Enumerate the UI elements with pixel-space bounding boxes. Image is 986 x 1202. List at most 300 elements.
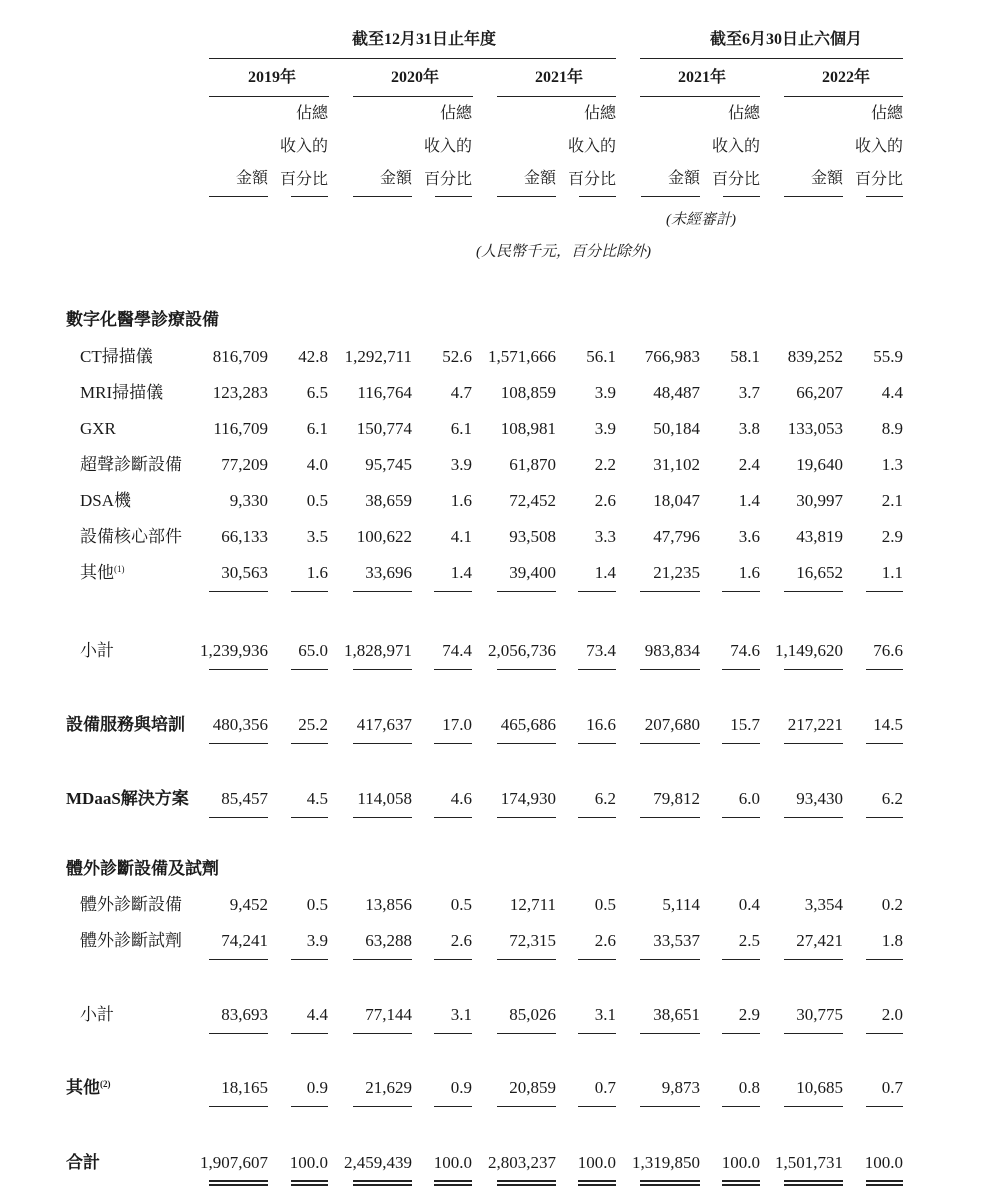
double-underline — [640, 1180, 700, 1186]
section-digital-equipment: 數字化醫學診療設備 — [66, 310, 219, 329]
row-label — [80, 896, 182, 913]
amount-cell: 18,047 — [653, 491, 700, 510]
amount-cell: 465,686 — [500, 715, 556, 734]
percent-cell: 1.6 — [306, 563, 328, 582]
pct-col-header-line: 佔總 — [727, 105, 760, 122]
amount-cell: 123,283 — [212, 383, 268, 402]
amount-cell: 39,400 — [509, 563, 556, 582]
amount-col-header: 金額 — [523, 170, 556, 187]
amount-cell: 100,622 — [356, 527, 412, 546]
underline — [291, 1106, 328, 1107]
underline — [866, 1106, 903, 1107]
amount-cell: 9,330 — [229, 491, 268, 510]
double-underline — [209, 1180, 268, 1186]
row-label-text: 體外診斷設備 — [80, 895, 182, 914]
percent-cell: 6.2 — [594, 789, 616, 808]
amount-cell: 1,907,607 — [200, 1153, 268, 1172]
underline — [866, 669, 903, 670]
row-label — [80, 492, 131, 509]
percent-cell: 1.4 — [450, 563, 472, 582]
percent-cell: 74.4 — [442, 641, 472, 660]
amount-cell: 480,356 — [212, 715, 268, 734]
pct-col-header-line: 佔總 — [583, 105, 616, 122]
percent-cell: 4.1 — [450, 527, 472, 546]
amount-cell: 2,056,736 — [488, 641, 556, 660]
percent-cell: 0.7 — [881, 1078, 903, 1097]
percent-cell: 0.9 — [450, 1078, 472, 1097]
amount-cell: 9,873 — [661, 1078, 700, 1097]
underline — [497, 591, 556, 592]
percent-cell: 3.9 — [594, 419, 616, 438]
percent-cell: 3.7 — [738, 383, 760, 402]
amount-cell: 47,796 — [653, 527, 700, 546]
amount-cell: 13,856 — [365, 895, 412, 914]
percent-cell: 6.2 — [881, 789, 903, 808]
double-underline — [578, 1180, 616, 1186]
percent-cell: 2.5 — [738, 931, 760, 950]
underline — [497, 669, 556, 670]
percent-cell: 0.4 — [738, 895, 760, 914]
amount-cell: 66,207 — [796, 383, 843, 402]
row-label-text: 體外診斷試劑 — [80, 931, 182, 950]
underline — [353, 743, 412, 744]
pct-col-header-line: 收入的 — [567, 138, 616, 155]
percent-cell: 55.9 — [873, 347, 903, 366]
year-rule-2022-half — [784, 96, 903, 97]
percent-cell: 0.9 — [306, 1078, 328, 1097]
unit-note: (人民幣千元，百分比除外) — [476, 244, 651, 260]
amount-cell: 217,221 — [787, 715, 843, 734]
percent-cell: 73.4 — [586, 641, 616, 660]
underline — [209, 959, 268, 960]
underline — [722, 1033, 760, 1034]
subheader-rule — [353, 196, 412, 197]
percent-cell: 3.6 — [738, 527, 760, 546]
percent-cell: 1.3 — [881, 455, 903, 474]
percent-cell: 0.5 — [306, 491, 328, 510]
underline — [353, 1033, 412, 1034]
row-label — [80, 642, 114, 659]
percent-cell: 1.1 — [881, 563, 903, 582]
percent-cell: 0.7 — [594, 1078, 616, 1097]
pct-col-header-line: 收入的 — [854, 138, 903, 155]
amount-cell: 150,774 — [356, 419, 412, 438]
subheader-rule — [723, 196, 760, 197]
underline — [497, 1106, 556, 1107]
underline — [578, 817, 616, 818]
percent-cell: 100.0 — [433, 1153, 472, 1172]
period-annual-header: 截至12月31日止年度 — [352, 31, 497, 48]
underline — [578, 743, 616, 744]
year-rule-2021-half — [640, 96, 760, 97]
percent-cell: 0.5 — [306, 895, 328, 914]
percent-cell: 100.0 — [577, 1153, 616, 1172]
double-underline — [291, 1180, 328, 1186]
percent-cell: 17.0 — [442, 715, 472, 734]
underline — [578, 959, 616, 960]
underline — [353, 817, 412, 818]
underline — [434, 817, 472, 818]
amount-cell: 1,319,850 — [632, 1153, 700, 1172]
section-other-label: 其他 — [66, 1078, 100, 1097]
underline — [497, 1033, 556, 1034]
pct-col-header-line: 收入的 — [279, 138, 328, 155]
percent-cell: 1.4 — [738, 491, 760, 510]
percent-cell: 56.1 — [586, 347, 616, 366]
percent-cell: 0.8 — [738, 1078, 760, 1097]
row-label-text: 超聲診斷設備 — [80, 455, 182, 474]
underline — [434, 1033, 472, 1034]
pct-col-header-line: 百分比 — [711, 171, 760, 188]
header-rule-half — [640, 58, 903, 59]
underline — [353, 959, 412, 960]
percent-cell: 2.2 — [594, 455, 616, 474]
percent-cell: 3.8 — [738, 419, 760, 438]
percent-cell: 76.6 — [873, 641, 903, 660]
row-label — [80, 564, 125, 581]
underline — [434, 591, 472, 592]
percent-cell: 6.5 — [306, 383, 328, 402]
amount-col-header: 金額 — [667, 170, 700, 187]
underline — [866, 817, 903, 818]
percent-cell: 3.9 — [450, 455, 472, 474]
amount-cell: 43,819 — [796, 527, 843, 546]
amount-cell: 417,637 — [356, 715, 412, 734]
percent-cell: 0.2 — [881, 895, 903, 914]
percent-cell: 4.4 — [306, 1005, 328, 1024]
underline — [497, 817, 556, 818]
amount-cell: 3,354 — [804, 895, 843, 914]
percent-cell: 4.5 — [306, 789, 328, 808]
amount-cell: 33,537 — [653, 931, 700, 950]
underline — [497, 959, 556, 960]
amount-cell: 816,709 — [212, 347, 268, 366]
amount-cell: 72,452 — [509, 491, 556, 510]
amount-cell: 50,184 — [653, 419, 700, 438]
amount-cell: 1,149,620 — [775, 641, 843, 660]
amount-cell: 72,315 — [509, 931, 556, 950]
amount-cell: 9,452 — [229, 895, 268, 914]
double-underline — [866, 1180, 903, 1186]
amount-cell: 21,235 — [653, 563, 700, 582]
row-label-text: 其他 — [80, 563, 114, 582]
amount-cell: 20,859 — [509, 1078, 556, 1097]
underline — [578, 1033, 616, 1034]
percent-cell: 25.2 — [298, 715, 328, 734]
underline — [640, 743, 700, 744]
year-rule-2019 — [209, 96, 329, 97]
underline — [640, 669, 700, 670]
row-label-text: 小計 — [80, 1005, 114, 1024]
underline — [866, 959, 903, 960]
amount-cell: 5,114 — [662, 895, 700, 914]
row-label-text: CT掃描儀 — [80, 347, 153, 366]
amount-cell: 2,803,237 — [488, 1153, 556, 1172]
underline — [640, 959, 700, 960]
underline — [209, 1106, 268, 1107]
row-label-text: DSA機 — [80, 491, 132, 510]
underline — [784, 1106, 843, 1107]
percent-cell: 2.6 — [450, 931, 472, 950]
amount-cell: 108,859 — [500, 383, 556, 402]
amount-cell: 1,239,936 — [200, 641, 268, 660]
underline — [784, 669, 843, 670]
period-half-header: 截至6月30日止六個月 — [710, 31, 863, 48]
underline — [291, 669, 328, 670]
percent-cell: 14.5 — [873, 715, 903, 734]
amount-cell: 48,487 — [653, 383, 700, 402]
pct-col-header-line: 百分比 — [279, 171, 328, 188]
amount-cell: 74,241 — [221, 931, 268, 950]
percent-cell: 1.8 — [881, 931, 903, 950]
row-label-text: MRI掃描儀 — [80, 383, 164, 402]
percent-cell: 1.6 — [450, 491, 472, 510]
percent-cell: 4.6 — [450, 789, 472, 808]
percent-cell: 3.9 — [594, 383, 616, 402]
double-underline — [497, 1180, 556, 1186]
amount-col-header: 金額 — [235, 170, 268, 187]
underline — [291, 591, 328, 592]
underline — [291, 1033, 328, 1034]
row-label — [80, 348, 153, 365]
amount-cell: 1,571,666 — [488, 347, 556, 366]
percent-cell: 100.0 — [721, 1153, 760, 1172]
footnote-marker: (1) — [114, 564, 125, 574]
percent-cell: 4.0 — [306, 455, 328, 474]
underline — [291, 743, 328, 744]
amount-cell: 79,812 — [653, 789, 700, 808]
percent-cell: 4.4 — [881, 383, 903, 402]
amount-cell: 77,209 — [221, 455, 268, 474]
amount-cell: 83,693 — [221, 1005, 268, 1024]
amount-cell: 33,696 — [365, 563, 412, 582]
header-rule-annual — [209, 58, 616, 59]
double-underline — [784, 1180, 843, 1186]
underline — [866, 1033, 903, 1034]
amount-cell: 95,745 — [365, 455, 412, 474]
double-underline — [353, 1180, 412, 1186]
amount-cell: 85,457 — [221, 789, 268, 808]
amount-cell: 2,459,439 — [344, 1153, 412, 1172]
double-underline — [722, 1180, 760, 1186]
percent-cell: 8.9 — [881, 419, 903, 438]
row-label-text: GXR — [80, 419, 116, 438]
percent-cell: 15.7 — [730, 715, 760, 734]
underline — [209, 743, 268, 744]
pct-col-header-line: 佔總 — [439, 105, 472, 122]
year-2021-half: 2021年 — [678, 69, 727, 86]
amount-cell: 19,640 — [796, 455, 843, 474]
amount-cell: 31,102 — [653, 455, 700, 474]
amount-cell: 77,144 — [365, 1005, 412, 1024]
section-mdaas: MDaaS解決方案 — [66, 789, 189, 808]
underline — [434, 959, 472, 960]
underline — [784, 959, 843, 960]
percent-cell: 2.0 — [881, 1005, 903, 1024]
row-label — [80, 384, 163, 401]
row-label-text: 設備核心部件 — [80, 527, 182, 546]
underline — [434, 743, 472, 744]
percent-cell: 3.3 — [594, 527, 616, 546]
year-2021: 2021年 — [535, 69, 584, 86]
underline — [784, 591, 843, 592]
percent-cell: 3.1 — [594, 1005, 616, 1024]
amount-cell: 16,652 — [796, 563, 843, 582]
subheader-rule — [209, 196, 268, 197]
section-total: 合計 — [66, 1153, 100, 1172]
amount-cell: 10,685 — [796, 1078, 843, 1097]
underline — [209, 817, 268, 818]
underline — [434, 669, 472, 670]
underline — [722, 591, 760, 592]
subheader-rule — [784, 196, 843, 197]
percent-cell: 1.4 — [594, 563, 616, 582]
amount-col-header: 金額 — [810, 170, 843, 187]
amount-cell: 38,651 — [653, 1005, 700, 1024]
percent-cell: 2.9 — [738, 1005, 760, 1024]
underline — [434, 1106, 472, 1107]
year-2020: 2020年 — [391, 69, 440, 86]
underline — [578, 669, 616, 670]
underline — [578, 1106, 616, 1107]
underline — [578, 591, 616, 592]
underline — [640, 1106, 700, 1107]
amount-cell: 61,870 — [509, 455, 556, 474]
percent-cell: 2.6 — [594, 931, 616, 950]
amount-cell: 116,764 — [357, 383, 412, 402]
amount-cell: 66,133 — [221, 527, 268, 546]
amount-cell: 93,508 — [509, 527, 556, 546]
subheader-rule — [497, 196, 556, 197]
amount-col-header: 金額 — [379, 170, 412, 187]
percent-cell: 42.8 — [298, 347, 328, 366]
amount-cell: 12,711 — [509, 895, 556, 914]
percent-cell: 2.4 — [738, 455, 760, 474]
amount-cell: 63,288 — [365, 931, 412, 950]
year-rule-2021 — [497, 96, 616, 97]
underline — [722, 743, 760, 744]
year-rule-2020 — [353, 96, 473, 97]
subheader-rule — [866, 196, 903, 197]
section-other — [66, 1079, 111, 1096]
percent-cell: 52.6 — [442, 347, 472, 366]
year-2019: 2019年 — [248, 69, 297, 86]
underline — [209, 591, 268, 592]
percent-cell: 0.5 — [594, 895, 616, 914]
row-label — [80, 932, 182, 949]
percent-cell: 58.1 — [730, 347, 760, 366]
underline — [209, 669, 268, 670]
row-label — [80, 1006, 114, 1023]
percent-cell: 6.0 — [738, 789, 760, 808]
underline — [291, 959, 328, 960]
pct-col-header-line: 佔總 — [870, 105, 903, 122]
amount-cell: 27,421 — [796, 931, 843, 950]
amount-cell: 983,834 — [644, 641, 700, 660]
section-ivd: 體外診斷設備及試劑 — [66, 859, 219, 878]
pct-col-header-line: 百分比 — [854, 171, 903, 188]
amount-cell: 30,563 — [221, 563, 268, 582]
amount-cell: 18,165 — [221, 1078, 268, 1097]
subheader-rule — [641, 196, 700, 197]
percent-cell: 2.1 — [881, 491, 903, 510]
underline — [640, 817, 700, 818]
amount-cell: 174,930 — [500, 789, 556, 808]
underline — [353, 591, 412, 592]
subheader-rule — [579, 196, 616, 197]
amount-cell: 766,983 — [644, 347, 700, 366]
percent-cell: 3.1 — [450, 1005, 472, 1024]
percent-cell: 100.0 — [289, 1153, 328, 1172]
unaudited-note: (未經審計) — [666, 212, 736, 228]
pct-col-header-line: 收入的 — [423, 138, 472, 155]
amount-cell: 133,053 — [787, 419, 843, 438]
amount-cell: 1,292,711 — [344, 347, 412, 366]
amount-cell: 93,430 — [796, 789, 843, 808]
underline — [209, 1033, 268, 1034]
underline — [640, 591, 700, 592]
double-underline — [434, 1180, 472, 1186]
percent-cell: 3.9 — [306, 931, 328, 950]
amount-cell: 207,680 — [644, 715, 700, 734]
percent-cell: 6.1 — [450, 419, 472, 438]
section-equipment-service: 設備服務與培訓 — [66, 715, 185, 734]
underline — [722, 817, 760, 818]
underline — [866, 743, 903, 744]
percent-cell: 1.6 — [738, 563, 760, 582]
row-label — [80, 420, 116, 437]
amount-cell: 30,997 — [796, 491, 843, 510]
subheader-rule — [291, 196, 328, 197]
underline — [353, 1106, 412, 1107]
amount-cell: 1,828,971 — [344, 641, 412, 660]
percent-cell: 0.5 — [450, 895, 472, 914]
underline — [722, 1106, 760, 1107]
percent-cell: 16.6 — [586, 715, 616, 734]
underline — [784, 743, 843, 744]
percent-cell: 2.9 — [881, 527, 903, 546]
pct-col-header-line: 收入的 — [711, 138, 760, 155]
row-label — [80, 456, 182, 473]
pct-col-header-line: 百分比 — [423, 171, 472, 188]
pct-col-header-line: 百分比 — [567, 171, 616, 188]
percent-cell: 100.0 — [864, 1153, 903, 1172]
amount-cell: 116,709 — [213, 419, 268, 438]
row-label-text: 小計 — [80, 641, 114, 660]
underline — [353, 669, 412, 670]
amount-cell: 85,026 — [509, 1005, 556, 1024]
amount-cell: 30,775 — [796, 1005, 843, 1024]
underline — [784, 1033, 843, 1034]
underline — [722, 959, 760, 960]
amount-cell: 1,501,731 — [775, 1153, 843, 1172]
subheader-rule — [435, 196, 472, 197]
underline — [722, 669, 760, 670]
underline — [866, 591, 903, 592]
percent-cell: 74.6 — [730, 641, 760, 660]
pct-col-header-line: 佔總 — [295, 105, 328, 122]
footnote-marker: (2) — [100, 1079, 111, 1089]
amount-cell: 21,629 — [365, 1078, 412, 1097]
amount-cell: 38,659 — [365, 491, 412, 510]
percent-cell: 3.5 — [306, 527, 328, 546]
percent-cell: 65.0 — [298, 641, 328, 660]
percent-cell: 2.6 — [594, 491, 616, 510]
amount-cell: 108,981 — [500, 419, 556, 438]
year-2022-half: 2022年 — [822, 69, 871, 86]
amount-cell: 114,058 — [357, 789, 412, 808]
underline — [497, 743, 556, 744]
